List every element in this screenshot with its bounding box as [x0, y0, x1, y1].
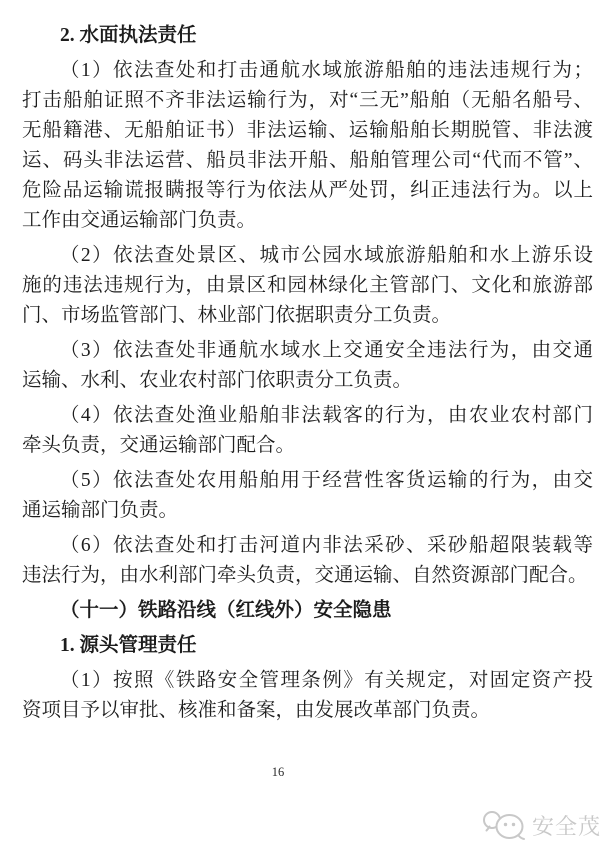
text-line: 危险品运输谎报瞒报等行为依法从严处罚，纠正违法行为。以上 — [22, 180, 593, 201]
text-line: （2）依法查处景区、城市公园水域旅游船舶和水上游乐设 — [60, 245, 593, 266]
text-line: 无船籍港、无船舶证书）非法运输、运输船舶长期脱管、非法渡 — [22, 120, 593, 141]
text-line: （3）依法查处非通航水域水上交通安全违法行为，由交通 — [60, 340, 593, 361]
text-line: （1）按照《铁路安全管理条例》有关规定，对固定资产投 — [60, 670, 593, 691]
text-line: 施的违法违规行为，由景区和园林绿化主管部门、文化和旅游部 — [22, 275, 593, 296]
brand-watermark — [481, 808, 601, 842]
text-line: 违法行为，由水利部门牵头负责，交通运输、自然资源部门配合。 — [22, 565, 588, 586]
text-line: 运输、水利、农业农村部门依职责分工负责。 — [22, 370, 413, 391]
heading-line: 2. 水面执法责任 — [60, 25, 197, 46]
text-line: （6）依法查处和打击河道内非法采砂、采砂船超限装载等 — [60, 535, 593, 556]
text-line: 打击船舶证照不齐非法运输行为，对“三无”船舶（无船名船号、 — [22, 90, 593, 111]
text-line: （1）依法查处和打击通航水域旅游船舶的违法违规行为； — [60, 60, 593, 81]
text-line: （4）依法查处渔业船舶非法载客的行为，由农业农村部门 — [60, 405, 593, 426]
text-line: 牵头负责，交通运输部门配合。 — [22, 435, 296, 456]
text-line: 门、市场监管部门、林业部门依据职责分工负责。 — [22, 305, 452, 326]
text-line: 工作由交通运输部门负责。 — [22, 210, 257, 231]
text-line: （5）依法查处农用船舶用于经营性客货运输的行为，由交 — [60, 470, 593, 491]
page-number: 16 — [271, 765, 285, 779]
heading-line: 1. 源头管理责任 — [60, 635, 197, 656]
text-line: 资项目予以审批、核准和备案，由发展改革部门负责。 — [22, 700, 491, 721]
text-line: 运、码头非法运营、船员非法开船、船舶管理公司“代而不管”、 — [22, 150, 593, 171]
wechat-icon — [481, 808, 527, 842]
heading-line: （十一）铁路沿线（红线外）安全隐患 — [60, 600, 392, 621]
text-line: 通运输部门负责。 — [22, 500, 179, 521]
document-body — [22, 21, 593, 726]
brand-watermark-label: 安全茂 — [531, 813, 601, 839]
